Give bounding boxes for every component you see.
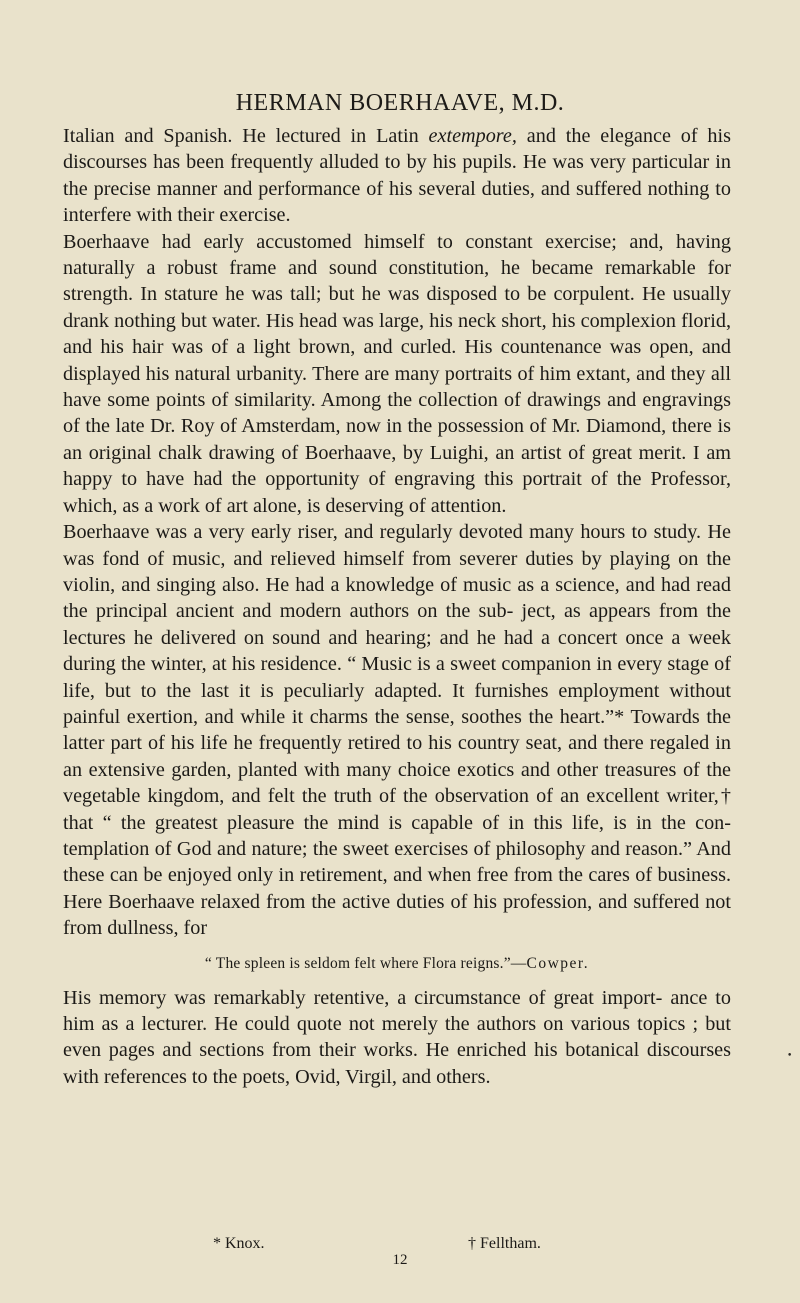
paragraph-3: Boerhaave was a very early riser, and regularly devoted many hours to study. He was fond of music, and relieved himself from severer duties by playing on the violin, and singing also. He had a knowledge of music as a science, and had read the principal ancient and modern authors on the sub- ject, as appears from the lectures he delivered on sound and hearing; and he had a concert once a week during the winter, at his residence. “ Music is a sweet companion in every stage of life, but to the last it is peculiarly adapted. It furnishes employment without painful exertion, and while it charms the sense, soothes the heart.”* Towards the latter part of his life he frequently retired to his country seat, and there regaled in an extensive garden, planted with many choice exotics and other treasures of the vegetable kingdom, and felt the truth of the observation of an excellent writer,† that “ the greatest pleasure the mind is capable of in this life, is in the con- templation of God and nature; the sweet exercises of philosophy and reason.” And these can be enjoyed only in retirement, and when free from the cares of business. Here Boerhaave relaxed from the active duties of his profession, and suffered not from dullness, for [63, 521, 731, 940]
footnote-felltham: † Felltham. [468, 1235, 541, 1252]
quote-text: “ The spleen is seldom felt where Flora reigns.”— [204, 954, 527, 972]
paragraph-1 [63, 123, 731, 229]
paragraph-4: His memory was remarkably retentive, a circumstance of great import- ance to him as a lecturer. He could quote not merely the authors on various topics ; but even pages and sections from their works. He enriched his botanical discourses with references to the poets, Ovid, Virgil, and others. [63, 986, 731, 1088]
paragraph-2: Boerhaave had early accustomed himself to constant exercise; and, having naturally a robust frame and sound constitution, he became remarkable for strength. In stature he was tall; but he was disposed to be corpulent. He usually drank nothing but water. His head was large, his neck short, his complexion florid, and his hair was of a light brown, and curled. His countenance was open, and displayed his natural urbanity. There are many portraits of him extant, and they all have some points of similarity. Among the collection of drawings and engravings of the late Dr. Roy of Amsterdam, now in the possession of Mr. Diamond, there is an original chalk drawing of Boerhaave, by Luighi, an artist of great merit. I am happy to have had the opportunity of engraving this portrait of the Professor, which, as a work of art alone, is deserving of attention. [63, 230, 731, 517]
extempore-emphasis: extempore, [428, 125, 517, 147]
footnote-knox: * Knox. [213, 1235, 265, 1252]
quote-citation: Cowper. [526, 954, 590, 972]
page-number: 12 [392, 1252, 408, 1268]
paragraph-1-text-b: and the elegance of his discourses has been frequently alluded to by his pupils. He was very particular in the precise manner and performance of his several duties, and suffered nothing to interfere with their exercise. [63, 125, 731, 227]
margin-mark: • [787, 1051, 793, 1061]
running-title: HERMAN BOERHAAVE, M.D. [235, 90, 565, 116]
body-text [63, 123, 731, 1090]
paragraph-1-text-a: Italian and Spanish. He lectured in Latin [63, 125, 429, 147]
verse-quote [63, 954, 731, 974]
